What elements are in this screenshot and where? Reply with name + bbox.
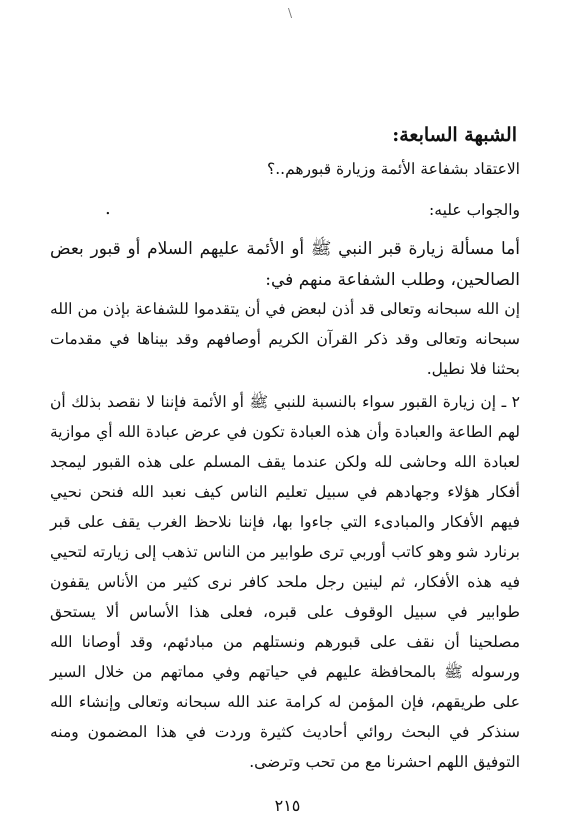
question-line: الاعتقاد بشفاعة الأئمة وزيارة قبورهم..؟: [266, 160, 520, 178]
paragraph-1: أما مسألة زيارة قبر النبي ﷺ أو الأئمة عليهم السلام أو قبور بعض الصالحين، وطلب الشفاعة منهم في:: [50, 239, 520, 290]
section-heading: الشبهة السابعة:: [392, 124, 517, 146]
page-number: ٢١٥: [274, 796, 301, 815]
paragraph-2: إن الله سبحانه وتعالى قد أذن لبعض في أن يتقدموا للشفاعة بإذن من الله سبحانه وتعالى وقد ذكر القرآن الكريم أوصافهم وقد بيناها في مقدمات بحثنا فلا نطيل.: [50, 300, 520, 378]
answer-intro: والجواب عليه:: [429, 201, 520, 219]
stray-dot: .: [105, 198, 111, 219]
paragraph-3: ٢ ـ إن زيارة القبور سواء بالنسبة للنبي ﷺ أو الأئمة فإننا لا نقصد بذلك أن لهم الطاعة والعبادة وأن هذه العبادة تكون في عرض عبادة الله أي موازية لعبادة الله وحاشى لله ولكن عندما يقف المسلم على هذه القبور ليمجد أفكار هؤلاء وجهادهم في سبيل تعليم الناس كيف نعبد الله فنحن نحيي فيهم الأفكار والمبادىء التي جاءوا بها، فإننا نلاحظ الغرب يقف على قبر برنارد شو وهو كاتب أوربي ترى طوابير من الناس تذهب إلى زيارته لتحيي فيه هذه الأفكار، ثم لينين رجل ملحد كافر نرى كثير من الأناس يقفون طوابير في سبيل الوقوف على قبره، فعلى هذا الأساس ألا يستحق مصلحينا أن نقف على قبورهم ونستلهم من مبادئهم، وقد أوصانا الله ورسوله ﷺ بالمحافظة عليهم في حياتهم وفي مماتهم من خلال السير على طريقهم، فإن المؤمن له كرامة عند الله سبحانه وتعالى وإنشاء الله سنذكر في البحث روائي أحاديث كثيرة وردت في هذا المضمون ومنه التوفيق اللهم احشرنا مع من تحب وترضى.: [50, 393, 520, 771]
top-mark: \: [288, 6, 293, 20]
